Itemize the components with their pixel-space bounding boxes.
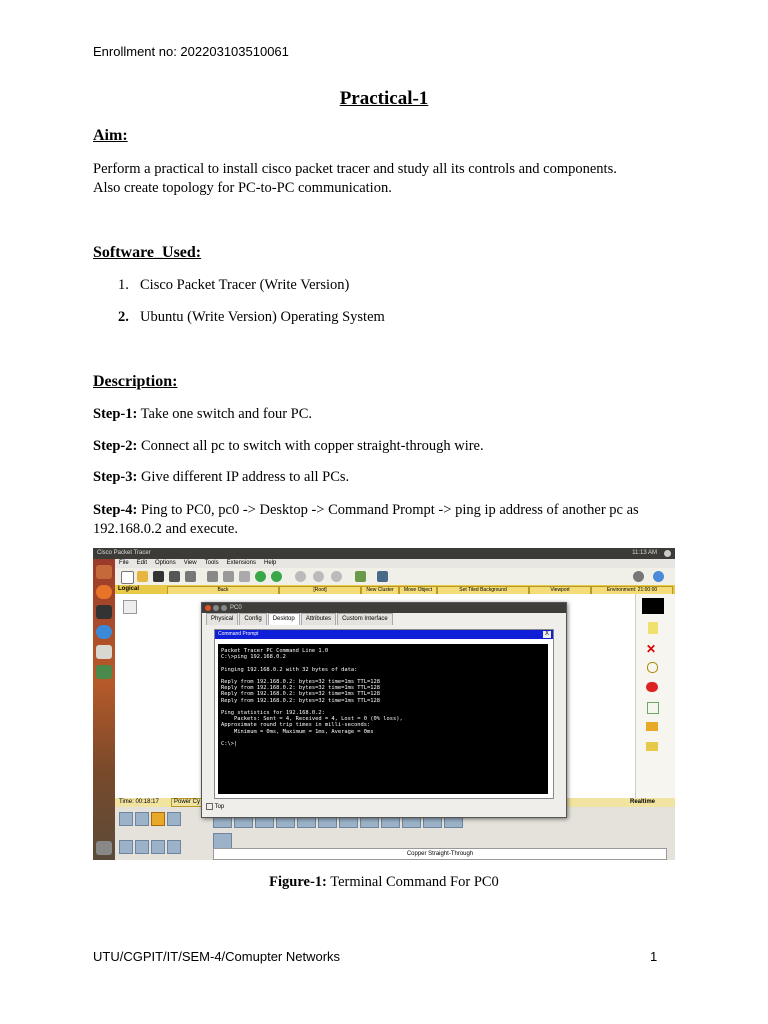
page-number: 1 xyxy=(650,949,658,964)
tab-physical[interactable]: Physical xyxy=(206,613,238,625)
new-cluster-button[interactable]: New Cluster xyxy=(361,586,399,595)
set-tiled-background-button[interactable]: Set Tiled Background xyxy=(437,586,529,595)
tab-custom-interface[interactable]: Custom Interface xyxy=(337,613,393,625)
terminal-line: Packets: Sent = 4, Received = 4, Lost = 0 (0% loss), xyxy=(221,716,403,723)
workspace-device-icon[interactable] xyxy=(123,600,137,614)
palette-icon[interactable] xyxy=(355,571,366,582)
zoom-in-icon[interactable] xyxy=(295,571,306,582)
aim-line-1: Perform a practical to install cisco packet tracer and study all its controls and components. xyxy=(93,161,617,177)
figure-caption xyxy=(0,874,768,891)
print-icon[interactable] xyxy=(169,571,180,582)
step-3 xyxy=(93,468,693,487)
power-icon xyxy=(664,550,671,557)
copy-icon[interactable] xyxy=(207,571,218,582)
back-button[interactable]: Back xyxy=(167,586,279,595)
tab-desktop[interactable]: Desktop xyxy=(268,613,300,625)
enrollment-header: Enrollment no: 202203103510061 xyxy=(93,44,289,59)
pc0-window xyxy=(201,602,567,818)
printer-subcategory-icon[interactable] xyxy=(151,840,165,854)
caption-label: Figure-1: xyxy=(269,874,327,890)
software-heading: Software_Used: xyxy=(93,244,202,261)
footer-course: UTU/CGPIT/IT/SEM-4/Comupter Networks xyxy=(93,949,341,964)
terminal-line: Reply from 192.168.0.2: bytes=32 time=1ms TTL=128 xyxy=(221,691,381,698)
save-icon[interactable] xyxy=(153,571,164,582)
terminal-line: C:\>| xyxy=(221,741,238,748)
redo-icon[interactable] xyxy=(255,571,266,582)
step-2 xyxy=(93,437,693,456)
step-label: Step-1: xyxy=(93,406,138,422)
zoom-reset-icon[interactable] xyxy=(313,571,324,582)
draw-shape-icon[interactable] xyxy=(646,682,658,692)
aim-text xyxy=(93,160,693,198)
top-checkbox-label: Top xyxy=(214,804,225,811)
step-4 xyxy=(93,501,683,539)
device-category-row xyxy=(119,812,209,832)
menu-tools[interactable]: Tools xyxy=(204,560,219,566)
checkbox-icon[interactable] xyxy=(206,803,213,810)
root-button[interactable]: [Root] xyxy=(279,586,361,595)
trash-icon[interactable] xyxy=(96,841,112,855)
step-text: Give different IP address to all PCs. xyxy=(137,469,350,485)
software-item-text: Ubuntu (Write Version) Operating System xyxy=(140,309,385,325)
new-file-icon[interactable] xyxy=(121,571,134,584)
environment-button[interactable]: Environment: 21:00:00 xyxy=(591,586,673,595)
software-item-2 xyxy=(118,309,385,326)
terminal-line: Reply from 192.168.0.2: bytes=32 time=1ms TTL=128 xyxy=(221,697,381,704)
pc0-tabs xyxy=(202,613,566,624)
aim-line-2: Also create topology for PC-to-PC communication. xyxy=(93,180,392,196)
tab-attributes[interactable]: Attributes xyxy=(301,613,336,625)
help-icon[interactable] xyxy=(653,571,664,582)
add-complex-pdu-icon[interactable] xyxy=(646,742,658,751)
power-cycle-button[interactable]: Power Cy xyxy=(171,798,203,807)
pc0-titlebar xyxy=(202,603,566,613)
pc0-title: PC0 xyxy=(230,605,242,611)
caption-text: Terminal Command For PC0 xyxy=(326,874,499,890)
menu-options[interactable]: Options xyxy=(155,560,176,566)
time-display: Time: 00:18:17 xyxy=(119,799,159,805)
ubuntu-top-bar xyxy=(93,548,675,559)
select-tool-icon[interactable] xyxy=(642,598,664,614)
add-simple-pdu-icon[interactable] xyxy=(646,722,658,731)
step-text-cont: 192.168.0.2 and execute. xyxy=(93,521,238,537)
step-label: Step-3: xyxy=(93,469,138,485)
packet-tracer-icon[interactable] xyxy=(96,665,112,679)
step-1 xyxy=(93,405,693,424)
delete-icon[interactable]: ✕ xyxy=(646,642,657,656)
app-title: Cisco Packet Tracer xyxy=(97,550,151,556)
info-icon[interactable] xyxy=(633,571,644,582)
files-icon[interactable] xyxy=(96,645,112,659)
logical-label[interactable]: Logical xyxy=(118,586,140,592)
pc-subcategory-icon[interactable] xyxy=(119,840,133,854)
step-label: Step-4: xyxy=(93,502,138,518)
terminal-output[interactable] xyxy=(218,644,548,794)
terminal-line: Pinging 192.168.0.2 with 32 bytes of data: xyxy=(221,666,358,673)
ubuntu-launcher xyxy=(93,559,115,860)
switch-category-icon[interactable] xyxy=(135,812,149,826)
right-tool-panel xyxy=(635,594,675,798)
paste-icon[interactable] xyxy=(223,571,234,582)
menu-view[interactable]: View xyxy=(183,560,197,566)
zoom-out-icon[interactable] xyxy=(331,571,342,582)
step-text: Take one switch and four PC. xyxy=(137,406,313,422)
step-label: Step-2: xyxy=(93,438,138,454)
wizard-icon[interactable] xyxy=(185,571,196,582)
step-text: Ping to PC0, pc0 -> Desktop -> Command Prompt -> ping ip address of another pc as xyxy=(137,502,639,518)
device-subcategory-row xyxy=(119,840,209,856)
custom-device-icon[interactable] xyxy=(377,571,388,582)
command-prompt-title: Command Prompt xyxy=(218,631,259,637)
server-subcategory-icon[interactable] xyxy=(135,840,149,854)
minimize-window-icon[interactable] xyxy=(213,605,219,611)
menu-file[interactable]: File xyxy=(119,560,129,566)
router-category-icon[interactable] xyxy=(119,812,133,826)
command-prompt-close-button[interactable]: X xyxy=(544,631,549,637)
end-device-category-icon[interactable] xyxy=(167,812,181,826)
software-item-number: 1. xyxy=(118,277,129,293)
terminal-line: Approximate round trip times in milli-seconds: xyxy=(221,722,371,729)
aim-heading: Aim: xyxy=(93,127,128,144)
terminal-line: Minimum = 0ms, Maximum = 1ms, Average = 0ms xyxy=(221,728,374,735)
command-prompt-titlebar xyxy=(215,630,553,639)
ubuntu-logo-icon[interactable] xyxy=(96,565,112,579)
chrome-icon[interactable] xyxy=(96,625,112,639)
page-title: Practical-1 xyxy=(339,88,429,109)
software-item-number: 2. xyxy=(118,309,129,325)
phone-subcategory-icon[interactable] xyxy=(167,840,181,854)
toolbar xyxy=(115,568,675,586)
packet-tracer-screenshot xyxy=(93,548,675,860)
note-icon[interactable] xyxy=(648,622,658,634)
step-text: Connect all pc to switch with copper straight-through wire. xyxy=(137,438,484,454)
undo-icon[interactable] xyxy=(239,571,250,582)
terminal-line: C:\>ping 192.168.0.2 xyxy=(221,654,286,661)
command-prompt-window xyxy=(214,629,554,799)
menu-bar xyxy=(115,559,675,568)
menu-help[interactable]: Help xyxy=(263,560,277,566)
realtime-mode[interactable]: Realtime xyxy=(629,799,655,805)
terminal-icon[interactable] xyxy=(96,605,112,619)
terminal-line: Reply from 192.168.0.2: bytes=32 time=1ms TTL=128 xyxy=(221,679,381,686)
resize-icon[interactable] xyxy=(647,702,659,714)
firefox-icon[interactable] xyxy=(96,585,112,599)
connection-category-icon[interactable] xyxy=(151,812,165,826)
clock: 11:13 AM xyxy=(632,550,657,556)
menu-edit[interactable]: Edit xyxy=(136,560,148,566)
close-window-icon[interactable] xyxy=(205,605,211,611)
terminal-line: Ping statistics for 192.168.0.2: xyxy=(221,710,325,717)
move-object-button[interactable]: Move Object xyxy=(399,586,437,595)
viewport-button[interactable]: Viewport xyxy=(529,586,591,595)
terminal-line: Packet Tracer PC Command Line 1.0 xyxy=(221,648,329,654)
maximize-window-icon[interactable] xyxy=(221,605,227,611)
software-item-text: Cisco Packet Tracer (Write Version) xyxy=(140,277,350,293)
menu-extensions[interactable]: Extensions xyxy=(226,560,256,566)
description-heading: Description: xyxy=(93,373,178,390)
software-item-1 xyxy=(118,277,349,294)
top-checkbox[interactable] xyxy=(206,803,224,810)
cable-type-label: Copper Straight-Through xyxy=(213,848,667,860)
redo2-icon[interactable] xyxy=(271,571,282,582)
inspect-icon[interactable] xyxy=(647,662,658,673)
tab-config[interactable]: Config xyxy=(239,613,266,625)
terminal-line: Reply from 192.168.0.2: bytes=32 time=1ms TTL=128 xyxy=(221,685,381,692)
open-folder-icon[interactable] xyxy=(137,571,148,582)
navigation-bar xyxy=(115,585,675,594)
